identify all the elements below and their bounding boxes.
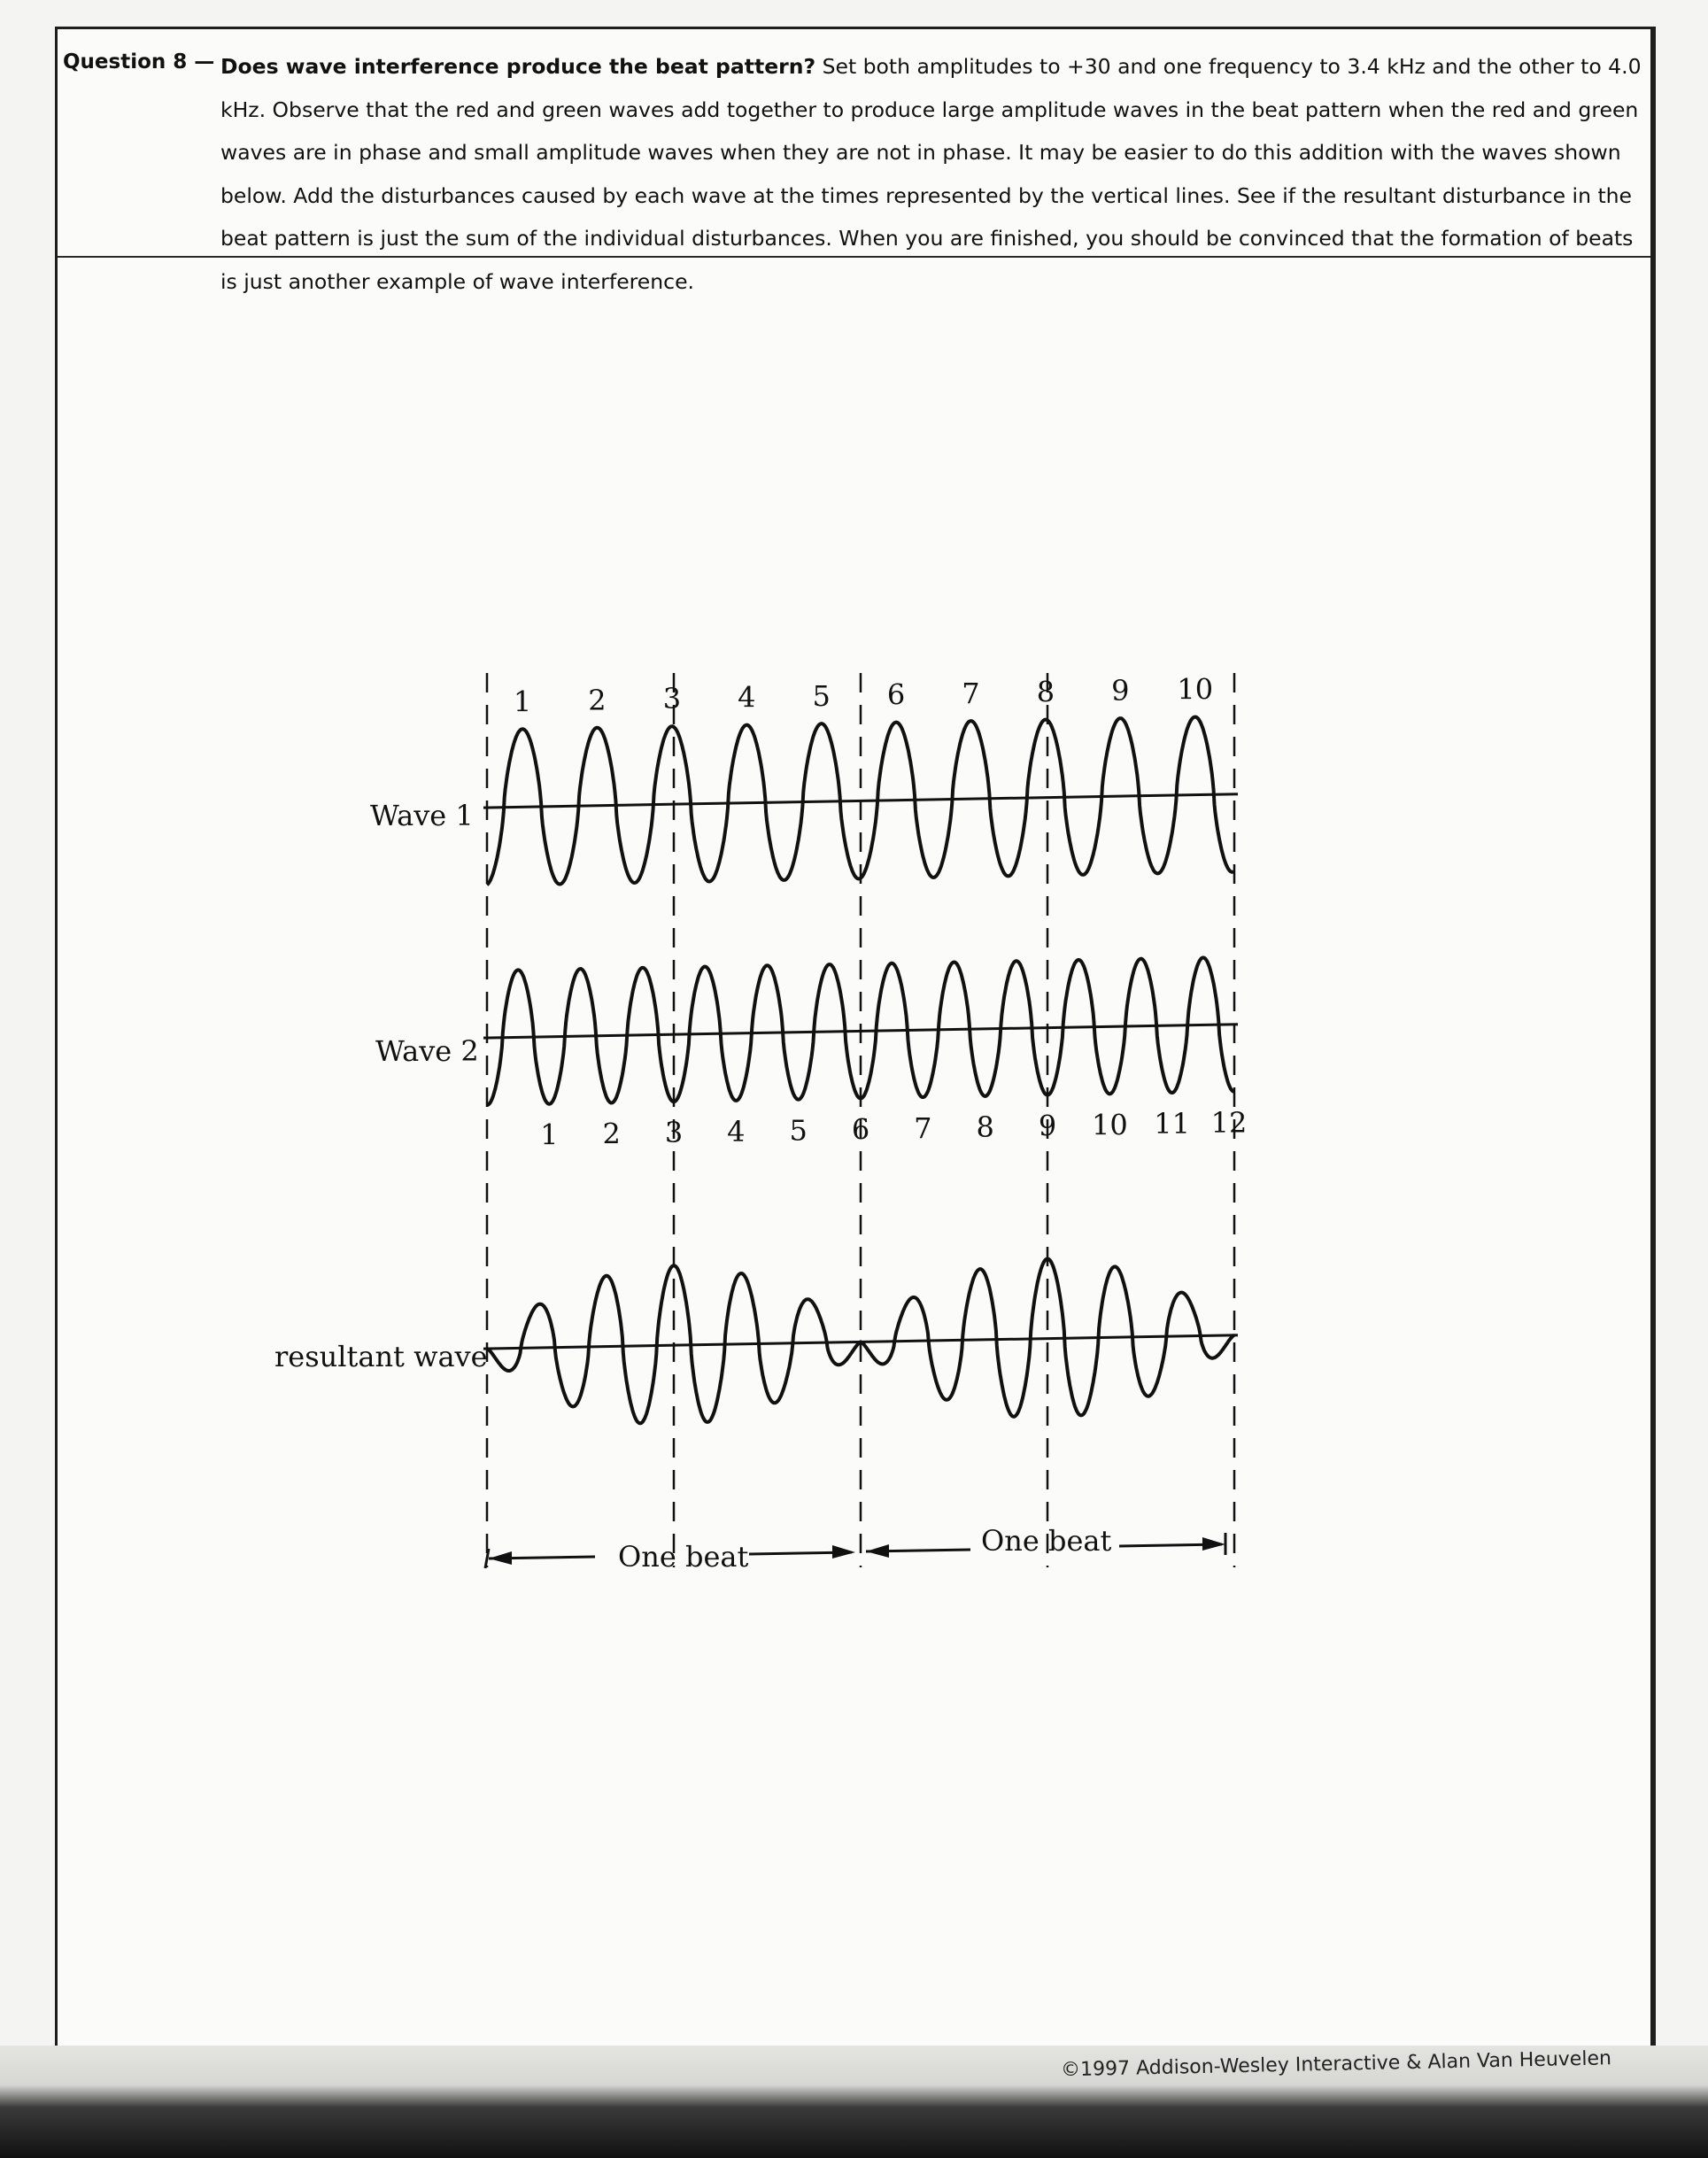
wave-1-peak-number: 5 <box>812 679 831 714</box>
wave-2-trough-number: 5 <box>789 1113 808 1148</box>
wave-2-label: Wave 2 <box>375 1034 479 1068</box>
copyright-line: ©1997 Addison-Wesley Interactive & Alan Van Heuvelen <box>1060 2047 1612 2082</box>
wave-2-trough-number: 6 <box>851 1112 870 1147</box>
question-body: Set both amplitudes to +30 and one frequency to 3.4 kHz and the other to 4.0 kHz. Observe that the red and green waves add together to produce large amplitude waves in the beat pattern when the red and green waves are in phase and small amplitude waves when they are not in phase. It may be easier to do this addition with the waves shown below. Add the disturbances caused by each wave at the times represented by the vertical lines. See if the resultant disturbance in the beat pattern is just the sum of the individual disturbances. When you are finished, you should be convinced that the formation of beats is just another example of wave interference. <box>220 54 1642 294</box>
wave-2-trough-number: 8 <box>976 1110 994 1144</box>
wave-1-peak-number: 1 <box>513 685 532 719</box>
wave-1-peak-number: 6 <box>886 677 906 712</box>
wave-2-trough-number: 12 <box>1210 1105 1248 1140</box>
wave-2-trough-number: 2 <box>602 1117 621 1151</box>
beat-label-2: One beat <box>981 1524 1112 1558</box>
wave-2-trough-numbers <box>540 1106 1247 1152</box>
question-label: Question 8 — <box>63 50 215 73</box>
wave-1-peak-number: 10 <box>1177 672 1214 707</box>
wave-1-peak-number: 8 <box>1036 675 1055 709</box>
wave-1-label: Wave 1 <box>370 799 474 832</box>
wave-2-trough-number: 9 <box>1038 1109 1057 1143</box>
wave-1-peak-numbers <box>514 673 1213 719</box>
beat-span-2 <box>866 1524 1225 1558</box>
wave-1-peak-number: 3 <box>662 682 682 716</box>
wave-2-trough-number: 11 <box>1154 1107 1191 1141</box>
wave-1-peak-number: 2 <box>588 683 607 717</box>
wave-2-trough-number: 1 <box>540 1118 559 1152</box>
wave-2-trough-number: 4 <box>727 1114 746 1149</box>
wave-2-trough-number: 3 <box>664 1116 684 1150</box>
beat-label-1: One beat <box>618 1540 749 1574</box>
wave-1-peak-number: 7 <box>962 677 980 711</box>
wave-1-peak-number: 4 <box>738 680 756 715</box>
wave-1-peak-number: 9 <box>1111 674 1130 708</box>
question-lead: Does wave interference produce the beat pattern? <box>220 54 816 79</box>
resultant-wave-label: resultant wave <box>274 1340 488 1373</box>
beat-span-1 <box>485 1540 855 1574</box>
wave-2-trough-number: 7 <box>914 1111 932 1146</box>
wave-2-trough-number: 10 <box>1091 1108 1128 1142</box>
